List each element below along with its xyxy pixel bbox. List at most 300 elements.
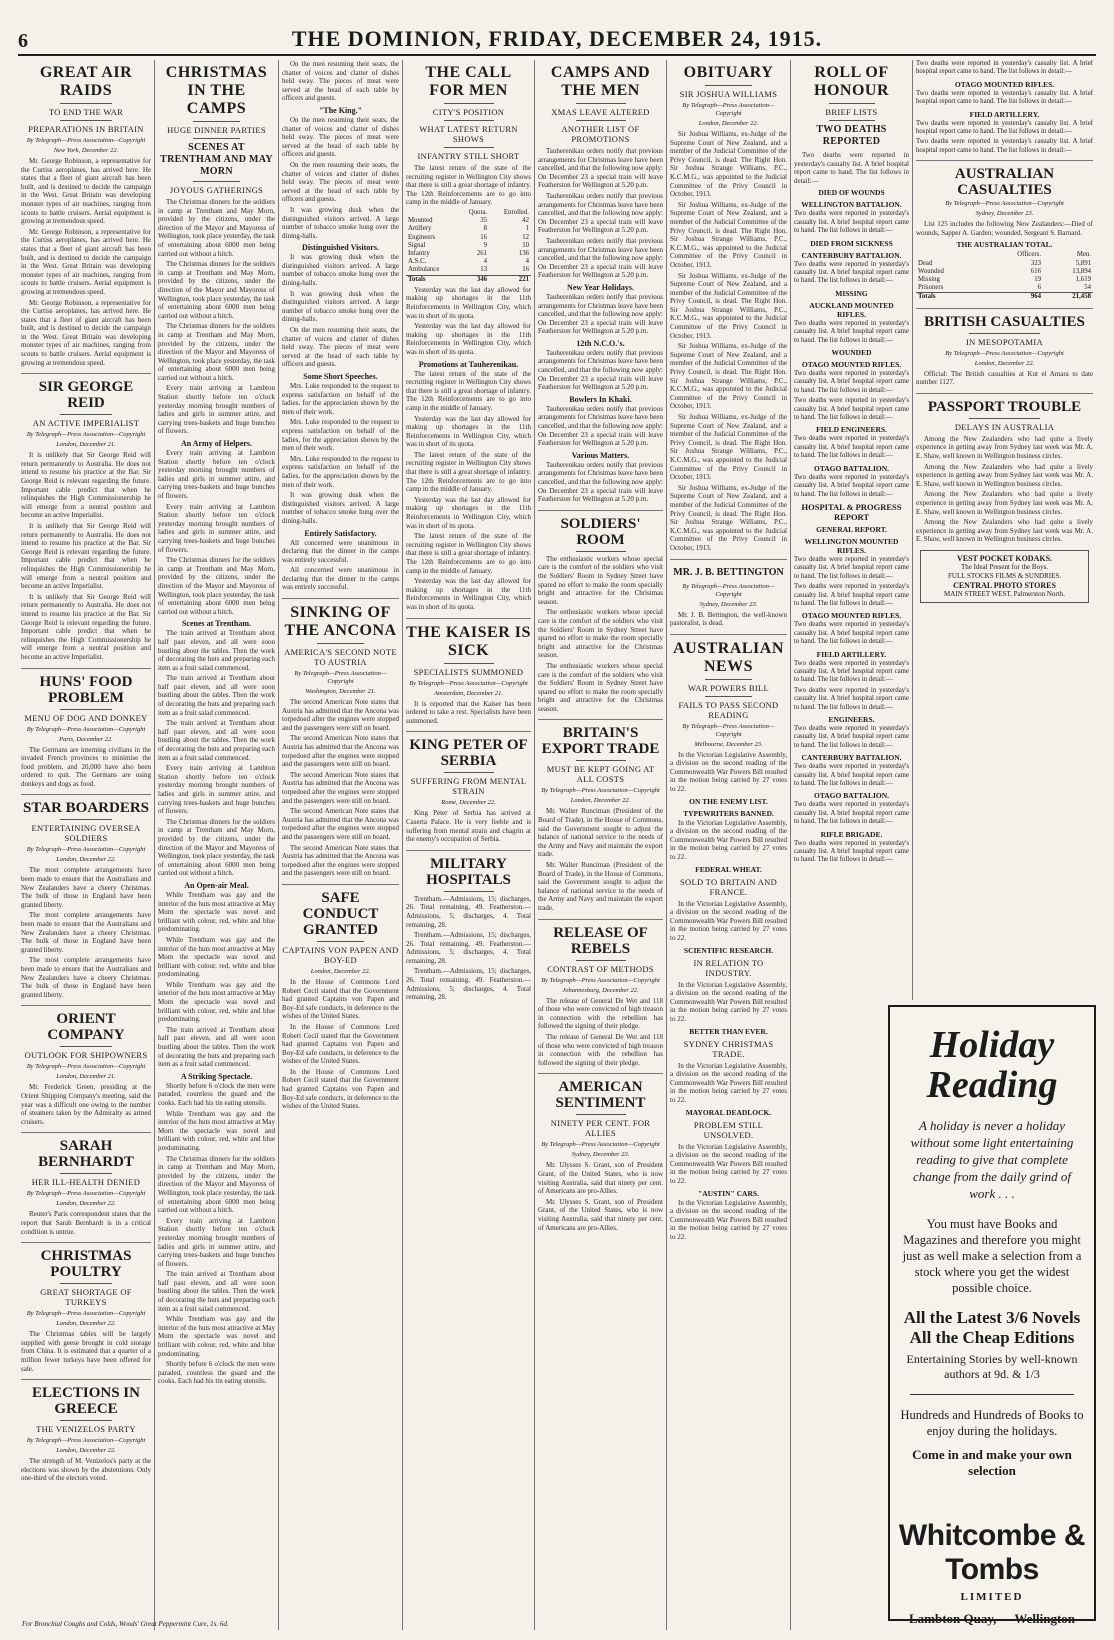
casualty-table xyxy=(916,251,1093,301)
story-body: On the men resuming their seats, the chatter of voices and clatter of dishes held sway. The pieces of meat were served at the head of each table by officers and guests. xyxy=(282,60,399,103)
unit-heading: OTAGO MOUNTED RIFLES. xyxy=(801,360,902,370)
section-heading: HOSPITAL & PROGRESS REPORT xyxy=(801,501,902,522)
headline: PASSPORT TROUBLE xyxy=(927,398,1082,415)
table-cell: 964 xyxy=(982,293,1043,302)
story-body: While Trentham was gay and the interior of the huts most attractive at May Morn the spectacle was novel and brilliant with colour, red, white and blue predominating. xyxy=(158,890,275,934)
story-body: It was growing dusk when the distinguished visitors arrived. A large number of tobacco smoke hung over the dining-halls. xyxy=(282,491,399,525)
story-body: Mr. George Robinson, a representative for the Curtiss aeroplanes, has arrived here. He states that a fleet of giant aircraft has been built, and is destined to decide the campaign in the West. Great Britain was developing monster types of air machines, ranging from scouts to battle cruisers. Aerial equipment is growing at tremendous speed. xyxy=(21,227,151,296)
table-cell: 10 xyxy=(522,241,529,249)
story-body: King Peter of Serbia has arrived at Caserta Palace. He is very feeble and is suffering from mental strain and chagrin at the enemy's occupation of Serbia. xyxy=(406,809,531,844)
story-body: In the Victorian Legislative Assembly, a division on the second reading of the Commonwealth War Powers Bill resulted in the motion being carried by 27 votes to 22. xyxy=(670,899,787,942)
table-cell: Mounted xyxy=(408,217,433,225)
table-header: Quota. xyxy=(468,208,488,216)
story-body: The most complete arrangements have been made to ensure that the Australians and New Zealanders have a cheery Christmas. The bulk of those in England have been granted liberty. xyxy=(21,866,151,909)
story-greece xyxy=(21,1385,151,1483)
table-row xyxy=(406,266,531,275)
story-air-raids xyxy=(21,64,151,367)
story-body: The second American Note states that Austria has admitted that the Ancona was torpedoed after the engines were stopped and the passengers were still on board. xyxy=(282,770,399,805)
story-body: Mr. Ulysses S. Grant, son of President Grant, of the United States, who is now visiting Australia, said that ninety per cent. of Americans are pro-Allies. xyxy=(538,1197,663,1232)
deck: ENTERTAINING OVERSEA SOLDIERS xyxy=(31,823,141,844)
holiday-reading-advertisement xyxy=(888,1005,1096,1626)
story-body: It is unlikely that Sir George Reid will return permanently to Australia. He does not intend to resume his practice at the Bar. Sir George Reid is relevant regarding the future. Important cable predict that when he relinquishes the High Commissionership he will emerge from a neutral position and become an active Imperialist. xyxy=(21,592,151,661)
table-cell: 1,619 xyxy=(1075,276,1091,284)
column-5 xyxy=(534,60,666,1630)
headline: BRITISH CASUALTIES xyxy=(924,313,1085,330)
table-cell: 4 xyxy=(483,258,488,266)
story-body: While Trentham was gay and the interior of the huts most attractive at May Morn the spectacle was novel and brilliant with colour, red, white and blue predominating. xyxy=(158,935,275,979)
subhead: "AUSTIN" CARS. xyxy=(698,1188,759,1198)
headline: RELEASE OF REBELS xyxy=(553,924,648,957)
ad-books: Hundreds and Hundreds of Books to enjoy during the holidays. xyxy=(900,1408,1084,1438)
recruiting-table xyxy=(406,209,531,284)
dateline: London, December 22. xyxy=(56,856,116,864)
story-kaiser-sick xyxy=(406,624,531,726)
subhead: THE AUSTRALIAN TOTAL. xyxy=(956,240,1053,250)
story-body: Tauherenikau orders notify that previous arrangements for Christmas leave have been cancelled, and that the following now apply: On December 23 a special train will leave Featherston for Wellington at 5.20 p.m. xyxy=(538,191,663,235)
unit-heading: OTAGO MOUNTED RIFLES. xyxy=(801,611,902,621)
column-4 xyxy=(402,60,534,1630)
unit-heading: GENERAL REPORT. xyxy=(816,524,887,534)
story-body: Trentham.—Admissions, 15; discharges, 26. Total remaining, 49. Featherston.—Admissions, 5; discharges, 4. Total remaining, 28. xyxy=(406,967,531,1002)
story-body: In the House of Commons Lord Robert Cecil stated that the Government had granted Captains von Papen and Boy-Ed safe conducts, in deference to the wishes of the United States. xyxy=(282,1067,399,1111)
subhead: ON THE ENEMY LIST. xyxy=(689,796,768,806)
story-body: The Christmas tables will be largely supplied with geese brought in cold storage from China. It is estimated that a quarter of a million fewer turkeys have been offered for sale. xyxy=(21,1330,151,1373)
story-body: The latest return of the state of the recruiting register in Wellington City shows that there is still a great shortage of infantry. The 12th Reinforcements are to go into camp in the middle of January. xyxy=(406,369,531,412)
story-huns-food xyxy=(21,674,151,789)
story-body: The Germans are interning civilians in the invaded French provinces to minimise the food problem, and 20,000 have also been ordered to quit. The Germans are using donkeys and dogs as food. xyxy=(21,745,151,788)
column-1 xyxy=(18,60,154,1630)
dateline: London, December 21. xyxy=(56,1073,116,1081)
story-body: Tauherenikau orders notify that previous arrangements for Christmas leave have been cancelled, and that the following now apply: On December 23 a special train will leave Featherston for Wellington at 5.20 p.m. xyxy=(538,147,663,190)
story-body: In the Victorian Legislative Assembly, a division on the second reading of the Commonwealth War Powers Bill resulted in the motion being carried by 27 votes to 22. xyxy=(670,750,787,794)
subhead: 12th N.C.O.'s. xyxy=(576,338,625,348)
headline: SAFE CONDUCT GRANTED xyxy=(302,889,379,938)
table-cell: 42 xyxy=(522,217,529,225)
story-camps-and-men xyxy=(538,64,663,504)
headline: ROLL OF HONOUR xyxy=(814,64,889,99)
dateline: London, December 22. xyxy=(974,359,1035,367)
table-cell: 346 xyxy=(457,275,489,284)
ad-call-to-action: Come in and make your own selection xyxy=(912,1447,1072,1478)
headline: AMERICAN SENTIMENT xyxy=(555,1079,646,1112)
dateline: London, December 22. xyxy=(698,120,759,127)
subhead: An Army of Helpers. xyxy=(180,439,253,449)
casualty-text: Two deaths were reported in yesterday's casualty list. A brief hospital report came to hand. The list follows in detail:— xyxy=(916,119,1093,136)
dateline: London, December 21. xyxy=(56,441,116,449)
story-body: Trentham.—Admissions, 15; discharges, 26. Total remaining, 49. Featherston.—Admissions, 5; discharges, 4. Total remaining, 28. xyxy=(406,894,531,929)
story-body: The second American Note states that Austria has admitted that the Ancona was torpedoed after the engines were stopped and the passengers were still on board. xyxy=(282,843,399,878)
story-body: Mr. Ulysses S. Grant, son of President Grant, of the United States, who is now visiting Australia, said that ninety per cent. of Americans are pro-Allies. xyxy=(538,1161,663,1196)
masthead xyxy=(18,28,1096,56)
table-cell: 13 xyxy=(480,266,488,274)
unit-heading: OTAGO BATTALION. xyxy=(813,463,889,473)
story-body: In the Victorian Legislative Assembly, a division on the second reading of the Commonwealth War Powers Bill resulted in the motion being carried by 27 votes to 22. xyxy=(670,1061,787,1104)
story-passport xyxy=(916,399,1093,544)
headline: SINKING OF THE ANCONA xyxy=(284,604,397,640)
table-cell: 16 xyxy=(480,233,488,241)
unit-heading: CANTERBURY BATTALION. xyxy=(801,753,902,763)
unit-heading: ENGINEERS. xyxy=(828,715,875,724)
story-poultry xyxy=(21,1248,151,1373)
story-body: The Christmas dinners for the soldiers in camp at Trentham and May Morn, provided by the citizens, under the direction of the Mayor and Mayoress of Wellington, took place yesterday, the task of entertaining about 6000 men being carried out without a hitch. xyxy=(158,1154,275,1215)
story-body: Tauherenikau orders notify that previous arrangements for Christmas leave have been cancelled, and that the following now apply: On December 23 a special train will leave Featherston for Wellington at 5.20 p.m. xyxy=(538,404,663,448)
subhead: An Open-air Meal. xyxy=(184,880,249,890)
subhead: MAYORAL DEADLOCK. xyxy=(685,1107,772,1117)
column-2 xyxy=(154,60,278,1630)
story-body: Mrs. Luke responded to the request to express satisfaction on behalf of the ladies, for the appreciation shown by the men of their work. xyxy=(282,454,399,489)
subhead: Entirely Satisfactory. xyxy=(304,528,377,538)
ad-line: CENTRAL PHOTO STORES xyxy=(953,580,1056,590)
story-safe-conduct xyxy=(282,890,399,1111)
table-cell: 261 xyxy=(476,249,488,257)
casualty-text: Two deaths were reported in yesterday's casualty list. A brief hospital report came to hand. The list follows in detail:— xyxy=(794,659,909,684)
table-cell: 6 xyxy=(1037,284,1042,292)
story-body: On the men resuming their seats, the chatter of voices and clatter of dishes held sway. The pieces of meat were served at the head of each table by officers and guests. xyxy=(282,115,399,159)
ad-limited: LIMITED xyxy=(960,1591,1024,1603)
credit: By Telegraph—Press Association—Copyright xyxy=(409,679,528,687)
story-body: Tauherenikau orders notify that previous arrangements for Christmas leave have been cancelled, and that the following now apply: On December 23 a special train will leave Featherston for Wellington at 5.20 p.m. xyxy=(538,460,663,504)
story-body: The Christmas dinners for the soldiers in camp at Trentham and May Morn, provided by the citizens, under the direction of the Mayor and Mayoress of Wellington, took place yesterday, the task of entertaining about 6000 men being carried out without a hitch. xyxy=(158,198,275,258)
story-body: It is unlikely that Sir George Reid will return permanently to Australia. He does not intend to resume his practice at the Bar. Sir George Reid is relevant regarding the future. Important cable predict that when he relinquishes the High Commissionership he will emerge from a neutral position and become an active Imperialist. xyxy=(21,451,151,520)
credit: By Telegraph—Press Association—Copyright xyxy=(26,846,146,854)
deck: WAR POWERS BILL xyxy=(688,682,769,693)
story-body: Among the New Zealanders who had quite a lively experience in getting away from Sydney last week was Mr. A. E. Shaw, well known in Wellington business circles. xyxy=(916,462,1093,488)
story-body: On the men resuming their seats, the chatter of voices and clatter of dishes held sway. The pieces of meat were served at the head of each table by officers and guests. xyxy=(282,326,399,369)
story-body: Official: The British casualties at Kut el Amara to date number 1127. xyxy=(916,369,1093,387)
table-row xyxy=(406,242,531,250)
section-heading: MISSING xyxy=(835,288,868,298)
credit: By Telegraph—Press Association—Copyright xyxy=(26,725,146,733)
headline: SIR GEORGE REID xyxy=(38,379,134,412)
story-body: Mr. Frederick Green, presiding at the Orient Shipping Company's meeting, said the year was a difficult one owing to the number of steamers taken by the Admiralty as armed cruisers. xyxy=(21,1083,151,1126)
story-body: On the men resuming their seats, the chatter of voices and clatter of dishes held sway. The pieces of meat were served at the head of each table by officers and guests. xyxy=(282,160,399,204)
story-body: The enthusiastic workers whose special care is the comfort of the soldiers who visit the Soldiers' Room in Sydney Street have spared no effort to make the room specially bright and attractive for the Christmas season. xyxy=(538,661,663,713)
deck: JOYOUS GATHERINGS xyxy=(169,185,264,195)
unit-heading: CANTERBURY BATTALION. xyxy=(801,250,902,260)
unit-heading: FIELD ENGINEERS. xyxy=(816,425,887,435)
ad-address xyxy=(890,1611,1094,1627)
story-call-for-men xyxy=(406,64,531,612)
deck: MUST BE KEPT GOING AT ALL COSTS xyxy=(546,764,655,785)
deck: CONTRAST OF METHODS xyxy=(547,963,654,974)
story-body: Sir Joshua Williams, ex-Judge of the Supreme Court of New Zealand, and a member of the Judicial Committee of the Privy Council, is dead. The Right Hon. Sir Joshua Strange Williams, P.C., K.C.M.G., was appointed to the Judicial Committee of the Privy Council in October, 1913. xyxy=(670,413,787,482)
dateline: Melbourne, December 23. xyxy=(694,740,763,748)
table-cell: Artillery xyxy=(408,225,432,233)
unit-heading: FIELD ARTILLERY. xyxy=(816,649,887,659)
subhead: BETTER THAN EVER. xyxy=(689,1026,768,1036)
casualty-text: Two deaths were reported in yesterday's casualty list. A brief hospital report came to hand. The list follows in detail:— xyxy=(794,555,909,580)
story-body: The train arrived at Trentham about half past eleven, and all were soon bustling about the tables. Then the work of decorating the huts and preparing each item as a fruit salad commenced. xyxy=(158,674,275,717)
ad-line: VEST POCKET KODAKS. xyxy=(956,553,1053,563)
dateline: London, December 22. xyxy=(56,1200,116,1208)
deck: DELAYS IN AUSTRALIA xyxy=(954,421,1055,432)
credit: By Telegraph—Press Association—Copyright xyxy=(294,670,387,686)
table-row xyxy=(916,260,1093,268)
unit-heading: OTAGO MOUNTED RIFLES. xyxy=(954,79,1055,89)
deck: SYDNEY CHRISTMAS TRADE. xyxy=(683,1038,774,1059)
story-camps-continued xyxy=(282,60,399,592)
casualty-text: Two deaths were reported in yesterday's casualty list. A brief hospital report came to hand. The list follows in detail:— xyxy=(794,839,909,864)
story-body: The latest return of the state of the recruiting register in Wellington City shows that there is still a great shortage of infantry. The 12th Reinforcements are to go into camp in the middle of January. xyxy=(406,164,531,207)
deck: SPECIALISTS SUMMONED xyxy=(413,666,524,677)
credit: By Telegraph—Press Association—Copyright xyxy=(26,137,146,144)
unit-heading: RIFLE BRIGADE. xyxy=(820,829,883,839)
subhead: New Year Holidays. xyxy=(567,282,634,292)
footer-advert: For Bronchial Coughs and Colds, Woods' Great Peppermint Cure, 1s. 6d. xyxy=(22,1620,229,1628)
table-cell: Totals xyxy=(916,293,982,302)
ad-pitch: You must have Books and Magazines and therefore you might just as well make a selection from a stock where you get the widest possible choice. xyxy=(902,1217,1082,1295)
story-body: The Christmas dinners for the soldiers in camp at Trentham and May Morn, provided by the citizens, under the direction of the Mayor and Mayoress of Wellington, took place yesterday, the task of entertaining about 6000 men being carried out without a hitch. xyxy=(158,260,275,320)
table-total-row xyxy=(916,293,1093,302)
table-cell: Missing xyxy=(918,276,940,284)
table-cell: 21,458 xyxy=(1043,293,1093,302)
story-body: It is reported that the Kaiser has been ordered to take a rest. Specialists have been summoned. xyxy=(406,699,531,725)
table-row xyxy=(406,234,531,242)
section-heading: WOUNDED xyxy=(831,348,872,358)
story-body: The most complete arrangements have been made to ensure that the Australians and New Zealanders have a cheery Christmas. The bulk of those in England have been granted liberty. xyxy=(21,956,151,999)
casualty-text: Two deaths were reported in yesterday's casualty list. A brief hospital report came to hand. The list follows in detail:— xyxy=(794,621,909,646)
credit: By Telegraph—Press Association—Copyright xyxy=(682,722,775,738)
story-body: Among the New Zealanders who had quite a lively experience in getting away from Sydney last week was Mr. A. E. Shaw, well known in Wellington business circles. xyxy=(916,518,1093,544)
story-body: Every train arriving at Lambton Station shortly before ten o'clock yesterday morning brought numbers of ladies and girls in summer attire, and carrying trees-baskets and huge bunches of flowers. xyxy=(158,1216,275,1268)
story-body: In the Victorian Legislative Assembly, a division on the second reading of the Commonwealth War Powers Bill resulted in the motion being carried by 27 votes to 22. xyxy=(670,980,787,1023)
story-body: The train arrived at Trentham about half past eleven, and all were soon bustling about the tables. Then the work of decorating the huts and preparing each item as a fruit salad commenced. xyxy=(158,629,275,672)
table-cell: 16 xyxy=(522,266,529,274)
story-body: The release of General De Wet and 118 of those who were convicted of high treason in connection with the rebellion has followed the signing of their pledge. xyxy=(538,1032,663,1067)
dateline: Sydney, December 23. xyxy=(571,1151,630,1159)
section-heading: DIED OF WOUNDS xyxy=(818,188,885,198)
story-body: Sir Joshua Williams, ex-Judge of the Supreme Court of New Zealand, and a member of the Judicial Committee of the Privy Council, is dead. The Right Hon. Sir Joshua Strange Williams, P.C., K.C.M.G., was appointed to the Judicial Committee of the Privy Council in October, 1913. xyxy=(670,483,787,552)
casualty-text: Two deaths were reported in yesterday's casualty list. A brief hospital report came to hand. The list follows in detail:— xyxy=(794,763,909,788)
story-body: Sir Joshua Williams, ex-Judge of the Supreme Court of New Zealand, and a member of the Judicial Committee of the Privy Council, is dead. The Right Hon. Sir Joshua Strange Williams, P.C., K.C.M.G., was appointed to the Judicial Committee of the Privy Council in October, 1913. xyxy=(670,271,787,340)
table-cell: Totals xyxy=(406,275,457,284)
headline: AUSTRALIAN CASUALTIES xyxy=(954,166,1055,199)
table-cell: Signal xyxy=(408,241,426,249)
story-body: Mr. J. B. Bettington, the well-known pastoralist, is dead. xyxy=(670,610,787,628)
story-body: Every train arriving at Lambton Station shortly before ten o'clock yesterday morning brought numbers of ladies and girls in summer attire, and carrying trees-baskets and huge bunches of flowers. xyxy=(158,502,275,554)
story-body: Sir Joshua Williams, ex-Judge of the Supreme Court of New Zealand, and a member of the Judicial Committee of the Privy Council, is dead. The Right Hon. Sir Joshua Strange Williams, P.C., K.C.M.G., was appointed to the Judicial Committee of the Privy Council in October, 1913. xyxy=(670,342,787,411)
table-total-row xyxy=(406,275,531,284)
casualty-text: Two deaths were reported in yesterday's casualty list. A brief hospital report came to hand. The list follows in detail:— xyxy=(794,370,909,394)
credit: By Telegraph—Press Association—Copyright xyxy=(682,102,775,117)
table-cell: 5,891 xyxy=(1075,259,1091,267)
story-body: Shortly before 6 o'clock the men were paraded, countless the guard and the cooks. Each had his tin eating utensils. xyxy=(158,1081,275,1107)
story-body: Shortly before 6 o'clock the men were paraded, countless the guard and the cooks. Each had his tin eating utensils. xyxy=(158,1360,275,1386)
deck: IN RELATION TO INDUSTRY. xyxy=(693,957,764,978)
story-bernhardt xyxy=(21,1138,151,1236)
story-body: Sir Joshua Williams, ex-Judge of the Supreme Court of New Zealand, and a member of the Judicial Committee of the Privy Council, is dead. The Right Hon. Sir Joshua Strange Williams, P.C., K.C.M.G., was appointed to the Judicial Committee of the Privy Council in October, 1913. xyxy=(670,200,787,269)
ad-line: FULL STOCKS FILMS & SUNDRIES. xyxy=(948,571,1061,580)
ad-address-street: Lambton Quay, xyxy=(908,1611,997,1626)
dateline: London, December 22. xyxy=(570,797,631,805)
table-cell: A.S.C. xyxy=(408,258,427,266)
deck: HUGE DINNER PARTIES xyxy=(167,125,266,135)
column-6 xyxy=(666,60,790,1630)
table-cell: 4 xyxy=(525,258,529,266)
deck: AN ACTIVE IMPERIALIST xyxy=(32,418,140,429)
deck: ANOTHER LIST OF PROMOTIONS xyxy=(561,124,640,144)
story-body: Yesterday was the last day allowed for making up shortages in the 11th Reinforcements in Wellington City, which was in short of its quota. xyxy=(406,322,531,356)
story-body: While Trentham was gay and the interior of the huts most attractive at May Morn the spectacle was novel and brilliant with colour, red, white and blue predominating. xyxy=(158,980,275,1024)
ad-address-city: Wellington xyxy=(1014,1611,1076,1626)
subhead: SCIENTIFIC RESEARCH. xyxy=(683,945,774,955)
casualty-text: Two deaths were reported in yesterday's casualty list. A brief hospital report came to hand. The list follows in detail:— xyxy=(916,138,1093,154)
table-row xyxy=(916,284,1093,293)
page-number: 6 xyxy=(18,30,28,52)
dateline: New York, December 22. xyxy=(53,147,119,154)
headline: GREAT AIR RAIDS xyxy=(39,64,133,99)
story-body: Mr. Walter Runciman (President of the Board of Trade), in the House of Commons, said the Government sought to adjust the balance of national service to the needs of the Army and Navy and maintain the export trade. xyxy=(538,861,663,912)
credit: By Telegraph—Press Association—Copyright xyxy=(945,349,1064,357)
deck: SIR JOSHUA WILLIAMS xyxy=(679,89,778,99)
credit: By Telegraph—Press Association—Copyright xyxy=(26,1063,146,1071)
casualty-text: Two deaths were reported in yesterday's casualty list. A brief hospital report came to hand. The list follows in detail:— xyxy=(916,89,1093,106)
story-bettington xyxy=(670,565,787,628)
casualty-text: Two deaths were reported in yesterday's casualty list. A brief hospital report came to hand. The list follows in detail:— xyxy=(916,60,1093,76)
story-body: Every train arriving at Lambton Station shortly before ten o'clock yesterday morning brought numbers of ladies and girls in summer attire, and carrying trees-baskets and huge bunches of flowers. xyxy=(158,764,275,816)
table-row xyxy=(406,250,531,258)
credit: By Telegraph—Press Association—Copyright xyxy=(26,1190,146,1198)
unit-heading: WELLINGTON BATTALION. xyxy=(801,200,902,210)
story-body: In the Victorian Legislative Assembly, a division on the second reading of the Commonwealth War Powers Bill resulted in the motion being carried by 27 votes to 22. xyxy=(670,818,787,862)
story-obituary xyxy=(670,64,787,553)
table-header: Men. xyxy=(1076,251,1091,259)
credit: By Telegraph—Press Association—Copyright xyxy=(541,1141,660,1149)
story-body: In the Victorian Legislative Assembly, a division on the second reading of the Commonwealth War Powers Bill resulted in the motion being carried by 27 votes to 22. xyxy=(670,1198,787,1241)
deck: SOLD TO BRITAIN AND FRANCE. xyxy=(679,876,778,897)
credit: By Telegraph—Press Association—Copyright xyxy=(541,976,660,984)
subhead: Scenes at Trentham. xyxy=(181,619,252,629)
credit: By Telegraph—Press Association—Copyright xyxy=(945,200,1064,208)
story-body: Mr. George Robinson, a representative for the Curtiss aeroplanes, has arrived here. He states that a fleet of giant aircraft has been built, and is destined to decide the campaign in the West. Great Britain was developing monster types of air machines, ranging from scouts to battle cruisers. Aerial equipment is growing at tremendous speed. xyxy=(21,157,151,226)
unit-heading: AUCKLAND MOUNTED RIFLES. xyxy=(809,300,894,319)
table-row xyxy=(406,258,531,266)
unit-heading: FIELD ARTILLERY. xyxy=(969,109,1040,119)
casualty-text: Two deaths were reported in yesterday's casualty list. A brief hospital report came to hand. The list follows in detail:— xyxy=(794,473,909,498)
table-cell: Wounded xyxy=(918,267,944,275)
story-body: The second American Note states that Austria has admitted that the Ancona was torpedoed after the engines were stopped and the passengers were still on board. xyxy=(282,807,399,841)
story-military-hospitals xyxy=(406,856,531,1002)
story-body: The most complete arrangements have been made to ensure that the Australians and New Zealanders have a cheery Christmas. The bulk of those in England have been granted liberty. xyxy=(21,911,151,954)
deck: GREAT SHORTAGE OF TURKEYS xyxy=(40,1287,132,1308)
story-australian-casualties xyxy=(916,166,1093,301)
story-body: List 125 includes the following New Zealanders:—Died of wounds, Sapper A. Garden; wounded, Sergeant S. Barnard. xyxy=(916,220,1093,237)
table-cell: 19 xyxy=(1034,276,1042,284)
column-3 xyxy=(278,60,402,1630)
headline: HUNS' FOOD PROBLEM xyxy=(39,673,133,706)
kodak-advertisement xyxy=(920,550,1089,603)
subhead: "The King." xyxy=(318,105,363,115)
deck: INFANTRY STILL SHORT xyxy=(417,151,520,161)
headline: STAR BOARDERS xyxy=(23,800,149,817)
story-body: The train arrived at Trentham about half past eleven, and all were soon bustling about the tables. Then the work of decorating the huts and preparing each item as a fruit salad commenced. xyxy=(158,1270,275,1313)
headline: KING PETER OF SERBIA xyxy=(409,737,528,770)
deck: NINETY PER CENT. FOR ALLIES xyxy=(550,1118,651,1139)
table-cell: 8 xyxy=(483,225,488,233)
table-header: Officers. xyxy=(1017,251,1042,259)
subhead: TYPEWRITERS BANNED. xyxy=(683,808,774,818)
casualty-text: Two deaths were reported in yesterday's casualty list. A brief hospital report came to hand. The list follows in detail:— xyxy=(794,435,909,460)
story-body: The train arrived at Trentham about half past eleven, and all were soon bustling about the tables. Then the work of decorating the huts and preparing each item as a fruit salad commenced. xyxy=(158,719,275,762)
subhead: A Striking Spectacle. xyxy=(180,1071,253,1081)
dateline: Sydney, December 23. xyxy=(699,600,758,608)
story-christmas-camps xyxy=(158,64,275,1386)
ad-subline: Entertaining Stories by well-known authors at 9d. & 1/3 xyxy=(906,1352,1078,1381)
dateline: London, December 22. xyxy=(310,967,371,975)
subhead: FEDERAL WHEAT. xyxy=(695,864,762,874)
credit: By Telegraph—Press Association—Copyright xyxy=(26,1310,146,1318)
deck: CITY'S POSITION xyxy=(432,107,505,117)
deck: TWO DEATHS REPORTED xyxy=(816,124,887,147)
story-body: The release of General De Wet and 118 of those who were convicted of high treason in connection with the rebellion has followed the signing of their pledge. xyxy=(538,996,663,1031)
table-cell: 221 xyxy=(489,275,531,284)
deck: PROBLEM STILL UNSOLVED. xyxy=(693,1119,764,1140)
dateline: Paris, December 22. xyxy=(59,735,113,743)
table-header xyxy=(916,251,982,259)
table-cell: 54 xyxy=(1084,284,1091,292)
casualty-text: Two deaths were reported in yesterday's casualty list. A brief hospital report came to hand. The list follows in detail:— xyxy=(794,210,909,235)
story-body: The train arrived at Trentham about half past eleven, and all were soon bustling about the tables. Then the work of decorating the huts and preparing each item as a fruit salad commenced. xyxy=(158,1025,275,1069)
ad-firm-name: Whitcombe & Tombs xyxy=(898,1519,1086,1586)
story-body: Every train arriving at Lambton Station shortly before ten o'clock yesterday morning brought numbers of ladies and girls in summer attire, and carrying trees-baskets and huge bunches of flowers. xyxy=(158,449,275,500)
deck: WHAT LATEST RETURN SHOWS xyxy=(419,124,518,144)
dateline: Johannesburg, December 22. xyxy=(562,986,639,994)
casualty-text: Two deaths were reported in yesterday's casualty list. A brief hospital report came to hand. The list follows in detail:— xyxy=(794,725,909,749)
headline: THE KAISER IS SICK xyxy=(406,623,531,659)
story-ancona xyxy=(282,604,399,878)
credit: By Telegraph—Press Association—Copyright xyxy=(26,431,146,439)
story-body: Every train arriving at Lambton Station shortly before ten o'clock yesterday morning brought numbers of ladies and girls in summer attire, and carrying trees-baskets and huge bunches of flowers. xyxy=(158,384,275,436)
headline: ORIENT COMPANY xyxy=(47,1011,125,1044)
casualty-text: Two deaths were reported in yesterday's casualty list. A brief hospital report came to hand. The list follows in detail:— xyxy=(794,686,909,711)
story-body: All concerned were unanimous in declaring that the dinner in the camps was entirely successful. xyxy=(282,566,399,592)
deck: CAPTAINS VON PAPEN AND BOY-ED xyxy=(282,944,399,965)
table-header: Enrolled. xyxy=(503,208,529,216)
deck: HER ILL-HEALTH DENIED xyxy=(31,1177,141,1188)
dateline: Rome, December 22. xyxy=(441,799,496,807)
story-roll-of-honour xyxy=(794,64,909,865)
deck: IN MESOPOTAMIA xyxy=(966,336,1043,347)
deck: FAILS TO PASS SECOND READING xyxy=(678,699,779,720)
story-body: Tauherenikau orders notify that previous arrangements for Christmas leave have been cancelled, and that the following now apply: On December 23 a special train will leave Featherston for Wellington at 5.20 p.m. xyxy=(538,236,663,280)
deck: BRIEF LISTS xyxy=(825,107,878,117)
headline: SARAH BERNHARDT xyxy=(38,1138,134,1171)
headline: BRITAIN'S EXPORT TRADE xyxy=(541,725,660,758)
ad-intro: A holiday is never a holiday without some light entertaining reading to give that complete change from the daily grind of work . . . xyxy=(910,1118,1074,1201)
story-release-rebels xyxy=(538,925,663,1068)
story-body: Tauherenikau orders notify that previous arrangements for Christmas leave have been cancelled, and that the following now apply: On December 23 a special train will leave Featherston for Wellington at 5.20 p.m. xyxy=(538,348,663,392)
table-cell: Prisoners xyxy=(918,284,944,292)
table-cell: 616 xyxy=(1030,267,1042,275)
deck: TO END THE WAR xyxy=(48,107,124,117)
story-body: Tauherenikau orders notify that previous arrangements for Christmas leave have been cancelled, and that the following now apply: On December 23 a special train will leave Featherston for Wellington at 5.20 p.m. xyxy=(538,292,663,336)
story-body: Sir Joshua Williams, ex-Judge of the Supreme Court of New Zealand, and a member of the Judicial Committee of the Privy Council, is dead. The Right Hon. Sir Joshua Strange Williams, P.C., K.C.M.G., was appointed to the Judicial Committee of the Privy Council in October, 1913. xyxy=(670,130,787,199)
deck: SCENES AT TRENTHAM AND MAY MORN xyxy=(160,142,273,177)
story-body: It was growing dusk when the distinguished visitors arrived. A large number of tobacco smoke hung over the dining-halls. xyxy=(282,253,399,288)
story-body: While Trentham was gay and the interior of the huts most attractive at May Morn the spectacle was novel and brilliant with colour, red, white and blue predominating. xyxy=(158,1315,275,1358)
story-body: The second American Note states that Austria has admitted that the Ancona was torpedoed after the engines were stopped and the passengers were still on board. xyxy=(282,734,399,769)
dateline: Amsterdam, December 21. xyxy=(433,689,504,697)
story-export-trade xyxy=(538,725,663,912)
subhead: Various Matters. xyxy=(571,450,630,460)
story-body: Among the New Zealanders who had quite a lively experience in getting away from Sydney last week was Mr. A. E. Shaw, well known in Wellington business circles. xyxy=(916,434,1093,461)
story-body: Trentham.—Admissions, 15; discharges, 26. Total remaining, 49. Featherston.—Admissions, 5; discharges, 4. Total remaining, 28. xyxy=(406,931,531,965)
subhead: Distinguished Visitors. xyxy=(302,243,379,253)
dateline: London, December 22. xyxy=(56,1447,116,1455)
story-body: Mr. George Robinson, a representative for the Curtiss aeroplanes, has arrived here. He states that a fleet of giant aircraft has been built, and is destined to decide the campaign in the West. Great Britain was developing monster types of air machines, ranging from scouts to battle cruisers. Aerial equipment is growing at tremendous speed. xyxy=(21,298,151,367)
table-cell: Engineers xyxy=(408,233,436,241)
story-body: The enthusiastic workers whose special care is the comfort of the soldiers who visit the Soldiers' Room in Sydney Street have spared no effort to make the room specially bright and attractive for the Christmas season. xyxy=(538,608,663,660)
